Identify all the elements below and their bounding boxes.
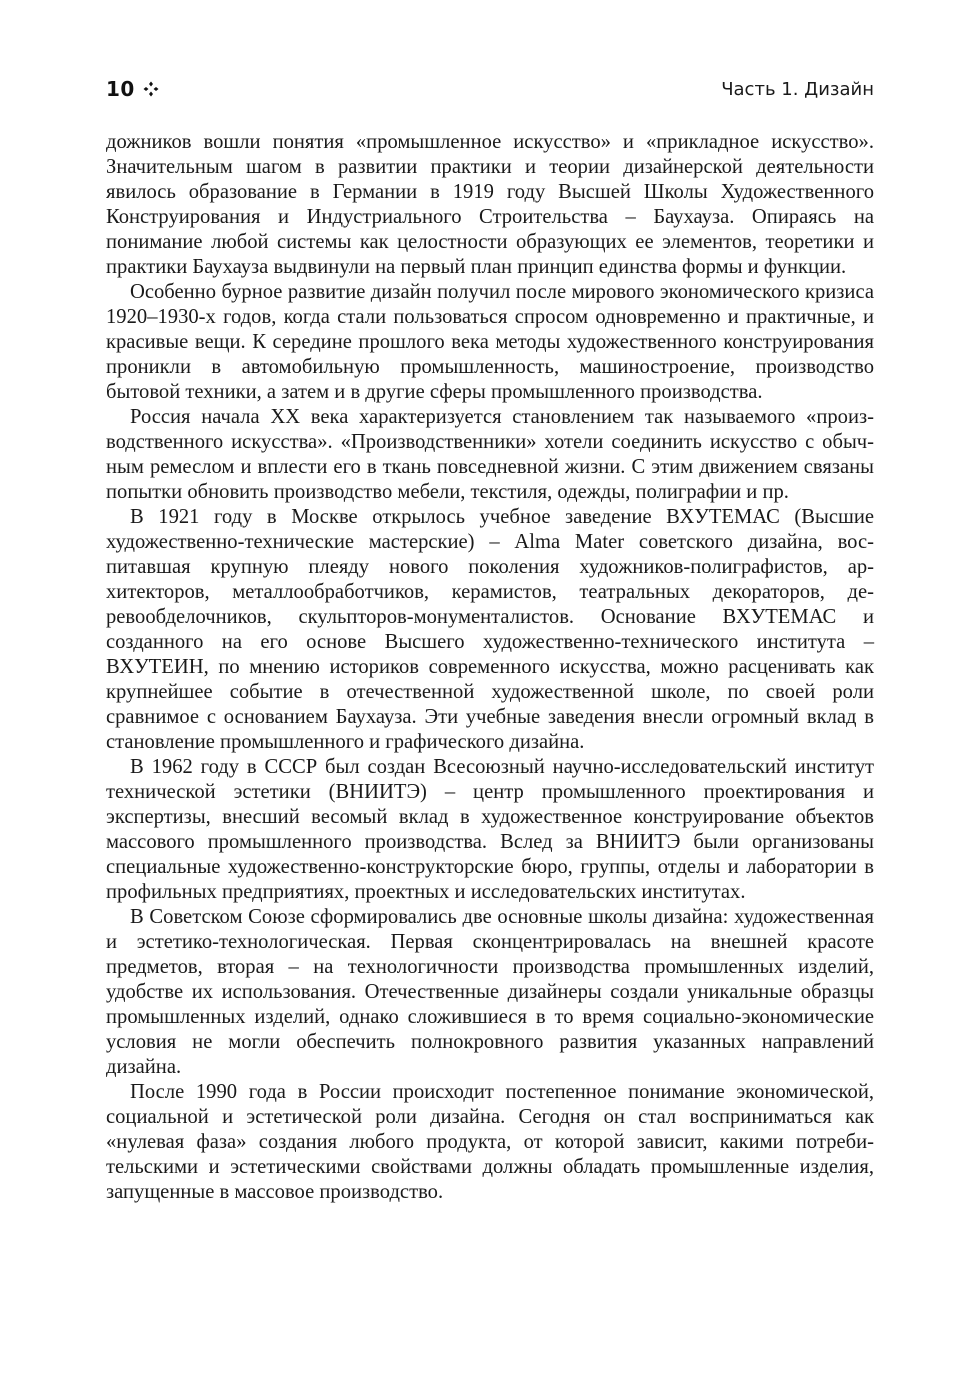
running-header [106,74,874,104]
paragraph: Особенно бурное развитие дизайн получил после мирового экономического кризиса 1920–1930-х годов, когда стали пользоваться спросом одновременно и практичные, и красивые вещи. К середине прошлого века методы художественного конструирования проникли в автомобильную промышленность, машиностроение, производство бытовой техники, а затем и в другие сферы промышленного производства. [106,281,874,403]
paragraph-continued: дожников вошли понятия «промышленное искусство» и «прикладное искусство». Значительным шагом в развитии практики и теории дизайнерской деятельности явилось образование в Германии в 1919 году Высшей Школы Художественного Конструирования и Индустриального Строительства – Баухауза. Опираясь на понимание любой системы как целостности образующих ее элементов, теоретики и практики Баухауза выдвинули на первый план принцип единства формы и функции. [106,131,874,278]
folio [106,77,159,101]
paragraph: После 1990 года в России происходит постепенное понимание экономической, социальной и эстетической роли дизайна. Сегодня он стал восприниматься как «нулевая фаза» создания любого продукта, от которой зависит, какими потребительскими и эстетическими свойствами должны обладать промышленные изделия, запущенные в массовое производство. [106,1081,874,1203]
four-diamond-icon [143,81,159,97]
page-number: 10 [106,77,135,101]
paragraph: Россия начала XX века характеризуется становлением так называемого «производственного искусства». «Производственники» хотели соединить искусство с обычным ремеслом и вплести его в ткань повседневной жизни. С этим движением связаны попытки обновить производство мебели, текстиля, одежды, полиграфии и пр. [106,406,874,503]
body-text [106,130,874,1205]
paragraph: В 1962 году в СССР был создан Всесоюзный научно-исследовательский институт технической эстетики (ВНИИТЭ) – центр промышленного проектирования и экспертизы, внесший весомый вклад в художественное конструирование объектов массового промышленного производства. Вслед за ВНИИТЭ были организованы специальные художественно-конструкторские бюро, группы, отделы и лаборатории в профильных предприятиях, проектных и исследовательских институтах. [106,756,874,903]
paragraph: В Советском Союзе сформировались две основные школы дизайна: художественная и эстетико-технологическая. Первая сконцентрировалась на внешней красоте предметов, вторая – на технологичности производства промышленных изделий, удобстве их использования. Отечественные дизайнеры создали уникальные образцы промышленных изделий, однако сложившиеся в то время социально-экономические условия не могли обеспечить полнокровного развития указанных направлений дизайна. [106,906,874,1078]
paragraph: В 1921 году в Москве открылось учебное заведение ВХУТЕМАС (Высшие художественно-технические мастерские) – Alma Mater советского дизайна, воспитавшая крупную плеяду нового поколения художников-полиграфистов, архитекторов, металлообработчиков, керамистов, театральных декораторов, деревообделочников, скульпторов-монументалистов. Основание ВХУТЕМАС и созданного на его основе Высшего художественно-технического института – ВХУТЕИН, по мнению историков современного искусства, можно расценивать как крупнейшее событие в отечественной художественной школе, по своей роли сравнимое с основанием Баухауза. Эти учебные заведения внесли огромный вклад в становление промышленного и графического дизайна. [106,506,874,753]
running-title: Часть 1. Дизайн [721,78,874,100]
